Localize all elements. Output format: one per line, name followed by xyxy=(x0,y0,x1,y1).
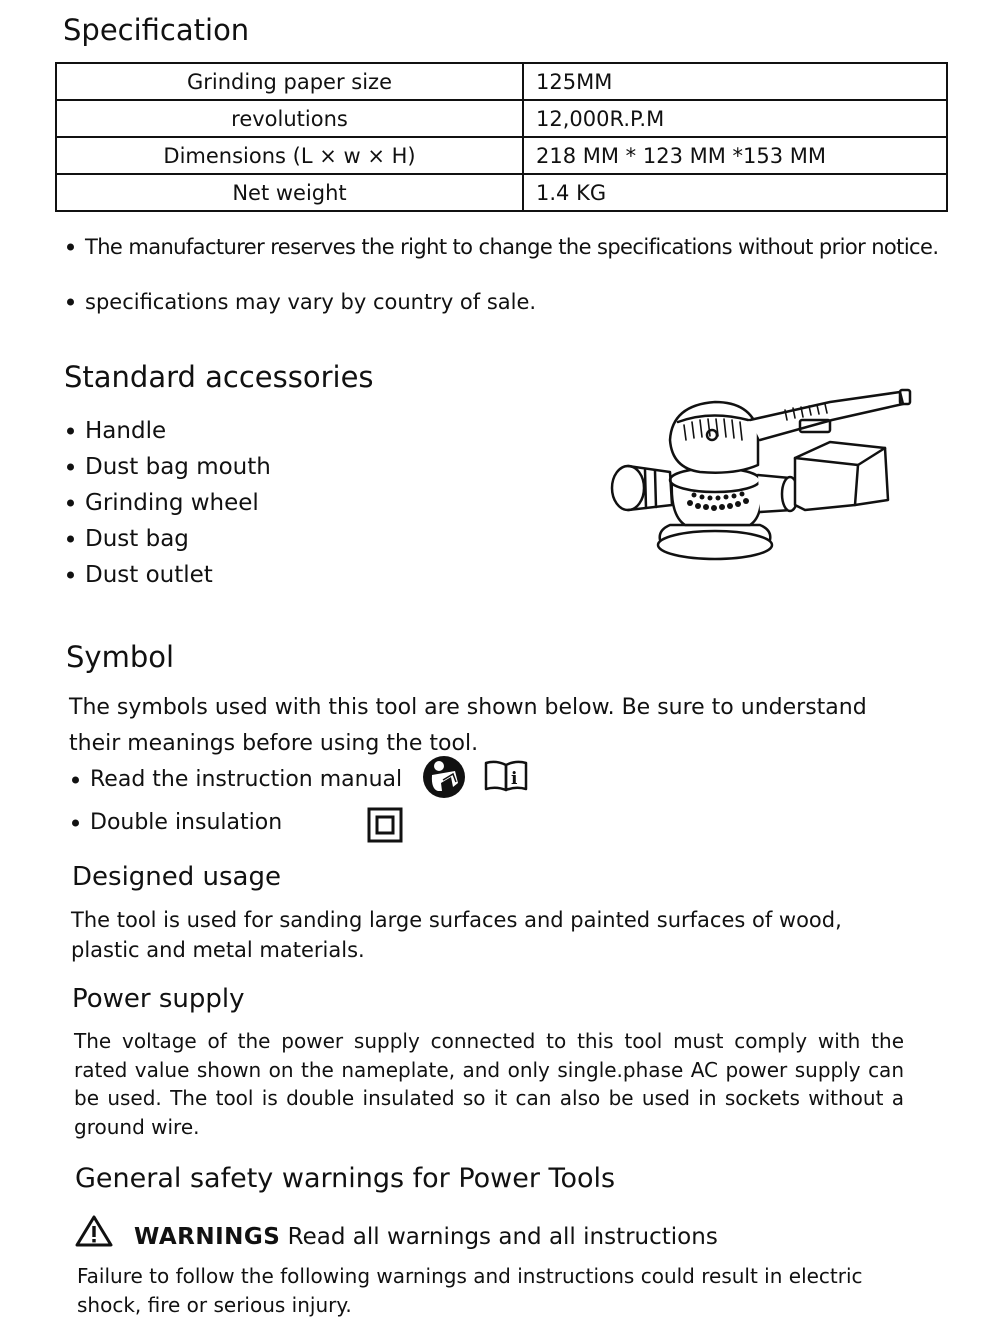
specification-table xyxy=(55,62,948,212)
list-item: Read the instruction manual xyxy=(70,765,402,795)
specification-notes xyxy=(65,232,965,317)
power-supply-title: Power supply xyxy=(72,984,245,1014)
spec-label: Net weight xyxy=(56,174,523,211)
spec-value: 1.4 KG xyxy=(523,174,947,211)
accessories-list xyxy=(65,413,271,593)
designed-usage-title: Designed usage xyxy=(72,862,281,892)
safety-body-text: Failure to follow the following warnings and instructions could result in electric shock, fire or serious injury. xyxy=(77,1264,863,1317)
list-item: Grinding wheel xyxy=(65,485,271,521)
table-row xyxy=(56,137,947,174)
warning-label: WARNINGS xyxy=(134,1224,281,1250)
symbol-title: Symbol xyxy=(66,640,175,674)
read-manual-pictogram-icon xyxy=(422,755,466,799)
spec-value: 125MM xyxy=(523,63,947,100)
list-item: Dust bag mouth xyxy=(65,449,271,485)
svg-text:i: i xyxy=(511,769,518,789)
symbol-intro: The symbols used with this tool are shown below. Be sure to understand their meanings before using the tool. xyxy=(69,695,867,756)
list-item: Handle xyxy=(65,413,271,449)
list-item: Double insulation xyxy=(70,808,402,838)
spec-label: Grinding paper size xyxy=(56,63,523,100)
accessories-title: Standard accessories xyxy=(64,360,374,394)
specification-title: Specification xyxy=(63,13,250,47)
note-item: specifications may vary by country of sale. xyxy=(65,287,965,317)
spec-value: 12,000R.P.M xyxy=(523,100,947,137)
orbital-sander-illustration-icon xyxy=(600,380,920,575)
note-item: The manufacturer reserves the right to change the specifications without prior notice. xyxy=(65,232,965,262)
table-row xyxy=(56,174,947,211)
warning-line xyxy=(134,1222,718,1252)
spec-label: revolutions xyxy=(56,100,523,137)
spec-label: Dimensions (L × w × H) xyxy=(56,137,523,174)
safety-title: General safety warnings for Power Tools xyxy=(75,1163,616,1194)
power-supply-text: The voltage of the power supply connected to this tool must comply with the rated value shown on the nameplate, and only single.phase AC power supply can be used. The tool is double insulated so it can also be used in sockets without a ground wire. xyxy=(74,1029,904,1139)
table-row xyxy=(56,63,947,100)
warning-text: Read all warnings and all instructions xyxy=(287,1224,718,1250)
symbol-list xyxy=(70,765,402,838)
spec-value: 218 MM * 123 MM *153 MM xyxy=(523,137,947,174)
warning-triangle-icon xyxy=(75,1214,113,1248)
list-item: Dust bag xyxy=(65,521,271,557)
double-insulation-square-icon xyxy=(367,807,403,843)
list-item: Dust outlet xyxy=(65,557,271,593)
table-row xyxy=(56,100,947,137)
designed-usage-text: The tool is used for sanding large surfaces and painted surfaces of wood, plastic and metal materials. xyxy=(71,908,842,962)
manual-book-info-icon xyxy=(483,759,529,793)
